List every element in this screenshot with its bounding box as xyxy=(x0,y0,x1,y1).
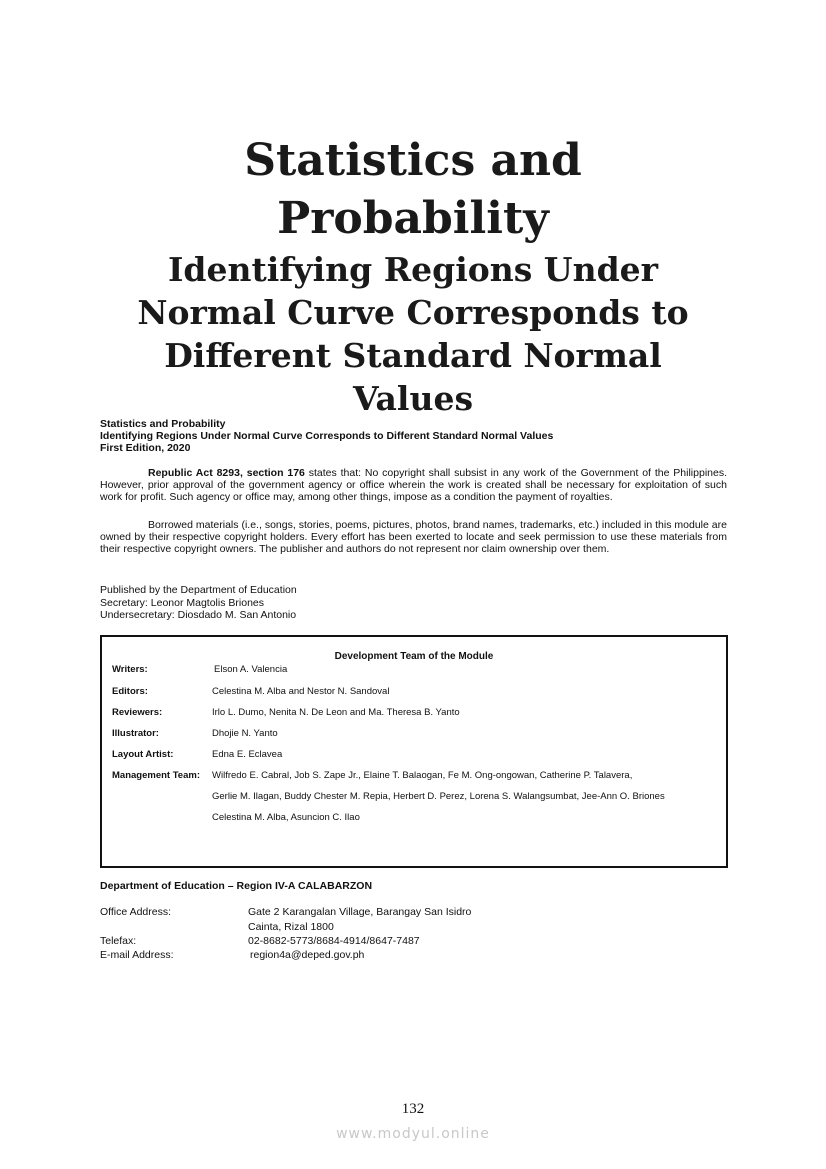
republic-act: Republic Act 8293, section 176 xyxy=(148,467,305,479)
reviewers-label: Reviewers: xyxy=(112,707,163,718)
management-label: Management Team: xyxy=(112,770,200,781)
subtitle-line2: Normal Curve Corresponds to xyxy=(137,293,689,332)
management-value-line2: Gerlie M. Ilagan, Buddy Chester M. Repia, Herbert D. Perez, Lorena S. Walangsumbat, Jee-Ann O. Briones xyxy=(212,791,665,802)
development-team-box xyxy=(100,635,728,868)
layout-artist-label: Layout Artist: xyxy=(112,749,174,760)
deped-heading: Department of Education – Region IV-A CALABARZON xyxy=(100,880,373,892)
team-title: Development Team of the Module xyxy=(334,651,494,662)
main-title-line1: Statistics and xyxy=(244,135,582,186)
telefax-label: Telefax: xyxy=(100,935,137,947)
layout-artist-value: Edna E. Eclavea xyxy=(212,749,283,760)
published-by: Published by the Department of Education xyxy=(100,584,297,596)
published-block xyxy=(100,584,297,622)
reviewers-value: Irlo L. Dumo, Nenita N. De Leon and Ma. Theresa B. Yanto xyxy=(212,707,460,718)
subtitle-line4: Values xyxy=(352,379,474,418)
office-address-line1: Gate 2 Karangalan Village, Barangay San Isidro xyxy=(248,906,472,918)
meta-subject: Statistics and Probability xyxy=(100,418,226,430)
copyright-paragraph xyxy=(100,467,727,504)
title-block xyxy=(0,132,826,420)
borrowed-paragraph xyxy=(100,519,727,556)
page-number: 132 xyxy=(401,1101,425,1117)
email-value[interactable]: region4a@deped.gov.ph xyxy=(250,949,365,961)
management-value-line1: Wilfredo E. Cabral, Job S. Zape Jr., Elaine T. Balaogan, Fe M. Ong-ongowan, Catherine P. Talavera, xyxy=(212,770,633,781)
copyright-text: states that: No copyright shall subsist in any work of the Government of the Philippines. However, prior approval of the government agency or office wherein the work is created shall be necessary for exploitation of such work for profit. Such agency or office may, among other things, impose as a condition the payment of royalties. xyxy=(100,467,727,504)
subtitle-line3: Different Standard Normal xyxy=(164,336,662,375)
illustrator-value: Dhojie N. Yanto xyxy=(212,728,278,739)
subtitle-line1: Identifying Regions Under xyxy=(167,250,659,289)
illustrator-label: Illustrator: xyxy=(112,728,159,739)
writers-label: Writers: xyxy=(112,664,148,675)
meta-edition: First Edition, 2020 xyxy=(100,442,191,454)
telefax-value: 02-8682-5773/8684-4914/8647-7487 xyxy=(248,935,420,947)
editors-value: Celestina M. Alba and Nestor N. Sandoval xyxy=(212,686,390,697)
editors-label: Editors: xyxy=(112,686,148,697)
borrowed-text: Borrowed materials (i.e., songs, stories, poems, pictures, photos, brand names, trademarks, etc.) included in this module are owned by their respective copyright holders. Every effort has been exerted to locate and seek permission to use these materials from their respective copyright owners. The publisher and authors do not represent nor claim ownership over them. xyxy=(100,519,727,556)
office-address-label: Office Address: xyxy=(100,906,172,918)
writers-value: Elson A. Valencia xyxy=(214,664,288,675)
watermark: www.modyul.online xyxy=(336,1126,490,1142)
meta-module: Identifying Regions Under Normal Curve Corresponds to Different Standard Normal Values xyxy=(100,430,554,442)
undersecretary: Undersecretary: Diosdado M. San Antonio xyxy=(100,609,297,621)
email-label: E-mail Address: xyxy=(100,949,174,961)
main-title-line2: Probability xyxy=(277,193,549,244)
module-meta xyxy=(100,418,730,454)
office-address-line2: Cainta, Rizal 1800 xyxy=(248,921,334,933)
management-value-line3: Celestina M. Alba, Asuncion C. Ilao xyxy=(212,812,360,823)
secretary: Secretary: Leonor Magtolis Briones xyxy=(100,596,264,609)
